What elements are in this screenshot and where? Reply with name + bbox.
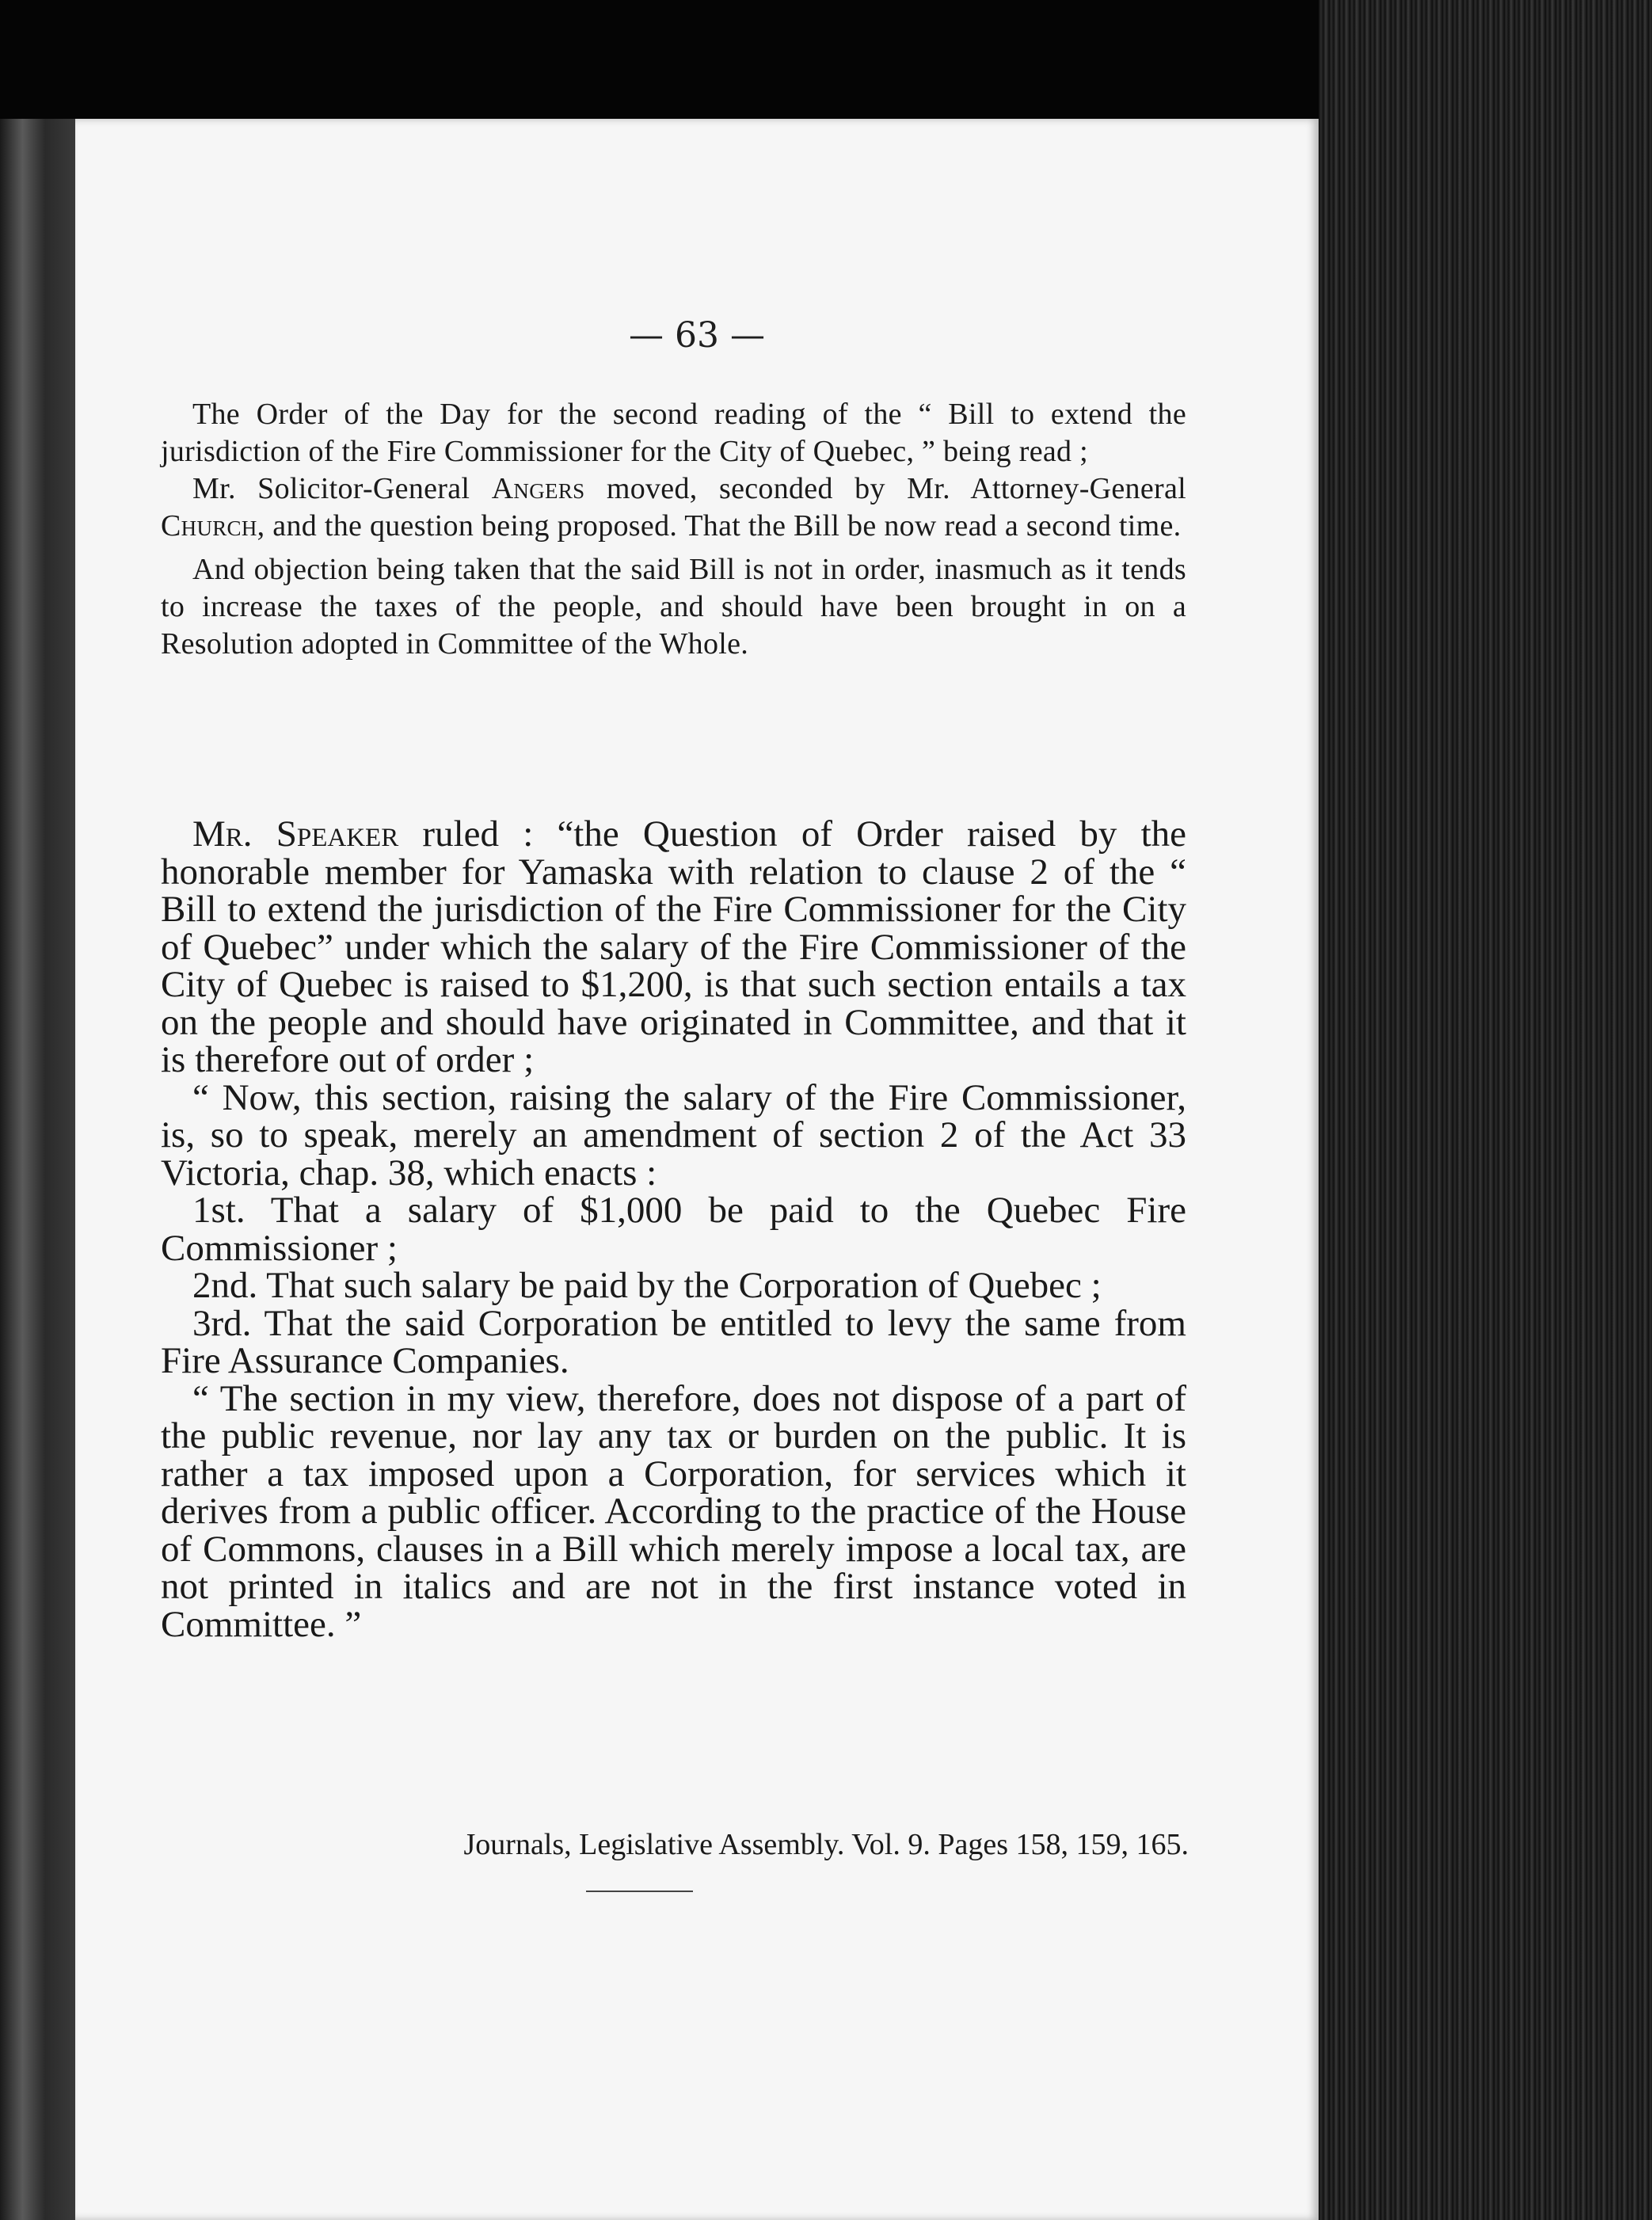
mover-name: Angers	[491, 472, 585, 505]
scan-left-edge	[0, 119, 75, 2220]
conclusion-paragraph: “ The section in my view, therefore, does not dispose of a part of the public revenue, nor lay any tax or burden on the public. It is rather a tax imposed upon a Corporation, for services which it derives from a public officer. According to the practice of the House of Commons, clauses in a Bill which merely impose a local tax, are not printed in italics and are not in the first instance voted in Committee. ”	[161, 1377, 1186, 1645]
motion-middle: moved, seconded by Mr. Attorney-General	[584, 472, 1186, 505]
speaker-label: Mr. Speaker	[192, 813, 399, 855]
enactment-1: 1st. That a salary of $1,000 be paid to the Quebec Fire Commissioner ;	[161, 1190, 1186, 1269]
motion-suffix: , and the question being proposed. That the Bill be now read a second time.	[257, 509, 1182, 543]
seconder-name: Church	[161, 509, 257, 543]
ruling-paragraph	[161, 813, 1186, 1080]
motion-block	[161, 396, 1186, 663]
motion-prefix: Mr. Solicitor-General	[192, 472, 492, 505]
amendment-paragraph: “ Now, this section, raising the salary of the Fire Commissioner, is, so to speak, merely an amendment of section 2 of the Act 33 Victoria, chap. 38, which enacts :	[161, 1076, 1186, 1194]
book-binding-edge	[1319, 0, 1652, 2220]
enactment-2: 2nd. That such salary be paid by the Corporation of Quebec ;	[192, 1265, 1102, 1306]
document-page	[75, 119, 1319, 2220]
objection-paragraph: And objection being taken that the said Bill is not in order, inasmuch as it tends to increase the taxes of the people, and should have been brought in on a Resolution adopted in Committee of the Whole.	[161, 553, 1186, 661]
motion-paragraph	[161, 470, 1186, 545]
speaker-ruling-block	[161, 813, 1186, 1645]
order-of-day-paragraph: The Order of the Day for the second reading of the “ Bill to extend the jurisdiction of the Fire Commissioner for the City of Quebec, ” being read ;	[161, 398, 1186, 468]
closing-rule	[586, 1891, 693, 1892]
ruling-text: ruled : “the Question of Order raised by the honorable member for Yamaska with relation to clause 2 of the “ Bill to extend the jurisdiction of the Fire Commissioner for the City of Quebec” under which the salary of the Fire Commissioner of the City of Quebec is raised to $1,200, is that such section entails a tax on the people and should have originated in Committee, and that it is therefore out of order ;	[161, 813, 1186, 1080]
enactment-3: 3rd. That the said Corporation be entitled to levy the same from Fire Assurance Companies.	[161, 1302, 1186, 1381]
page-number: — 63 —	[629, 315, 765, 356]
journal-citation: Journals, Legislative Assembly. Vol. 9. Pages 158, 159, 165.	[463, 1828, 1189, 1861]
